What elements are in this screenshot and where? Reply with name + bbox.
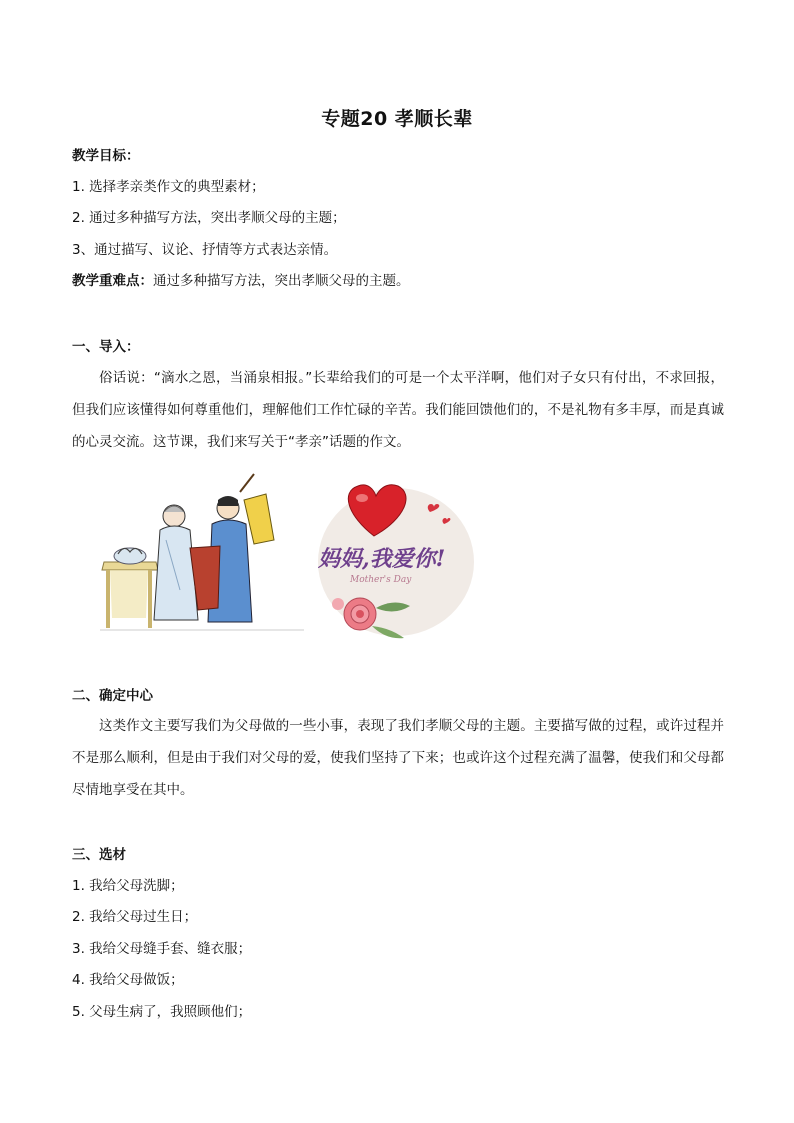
key-point-text: 通过多种描写方法，突出孝顺父母的主题。	[153, 273, 410, 289]
mothers-day-card-image	[310, 476, 478, 640]
section-heading-materials: 三、选材	[72, 847, 126, 863]
objective-item: 3、通过描写、议论、抒情等方式表达亲情。	[72, 242, 338, 258]
objectives-heading: 教学目标：	[72, 148, 140, 164]
objective-item: 2. 通过多种描写方法，突出孝顺父母的主题；	[72, 210, 346, 226]
center-paragraph: 这类作文主要写我们为父母做的一些小事，表现了我们孝顺父母的主题。主要描写做的过程，或许过程并不是那么顺利，但是由于我们对父母的爱，使我们坚持了下来；也或许这个过程充满了温馨，使我们和父母都尽情地享受在其中。	[72, 718, 724, 798]
page-title: 专题20 孝顺长辈	[321, 108, 473, 130]
section-heading-center: 二、确定中心	[72, 688, 153, 704]
section-heading-intro: 一、导入：	[72, 339, 140, 355]
key-point-label: 教学重难点：	[72, 273, 153, 289]
material-item: 2. 我给父母过生日；	[72, 909, 198, 925]
material-item: 1. 我给父母洗脚；	[72, 878, 184, 894]
objective-item: 1. 选择孝亲类作文的典型素材；	[72, 179, 265, 195]
material-item: 5. 父母生病了，我照顾他们；	[72, 1004, 252, 1020]
material-item: 4. 我给父母做饭；	[72, 972, 184, 988]
card-script-text: 妈妈,我爱你!	[318, 546, 446, 572]
material-item: 3. 我给父母缝手套、缝衣服；	[72, 941, 252, 957]
key-point-line	[72, 271, 410, 291]
card-small-text: Mother's Day	[350, 575, 412, 585]
filial-piety-illustration	[94, 470, 314, 638]
intro-paragraph: 俗话说：“滴水之恩，当涌泉相报。”长辈给我们的可是一个太平洋啊，他们对子女只有付出，不求回报，但我们应该懂得如何尊重他们，理解他们工作忙碌的辛苦。我们能回馈他们的，不是礼物有多丰厚，而是真诚的心灵交流。这节课，我们来写关于“孝亲”话题的作文。	[72, 370, 724, 450]
